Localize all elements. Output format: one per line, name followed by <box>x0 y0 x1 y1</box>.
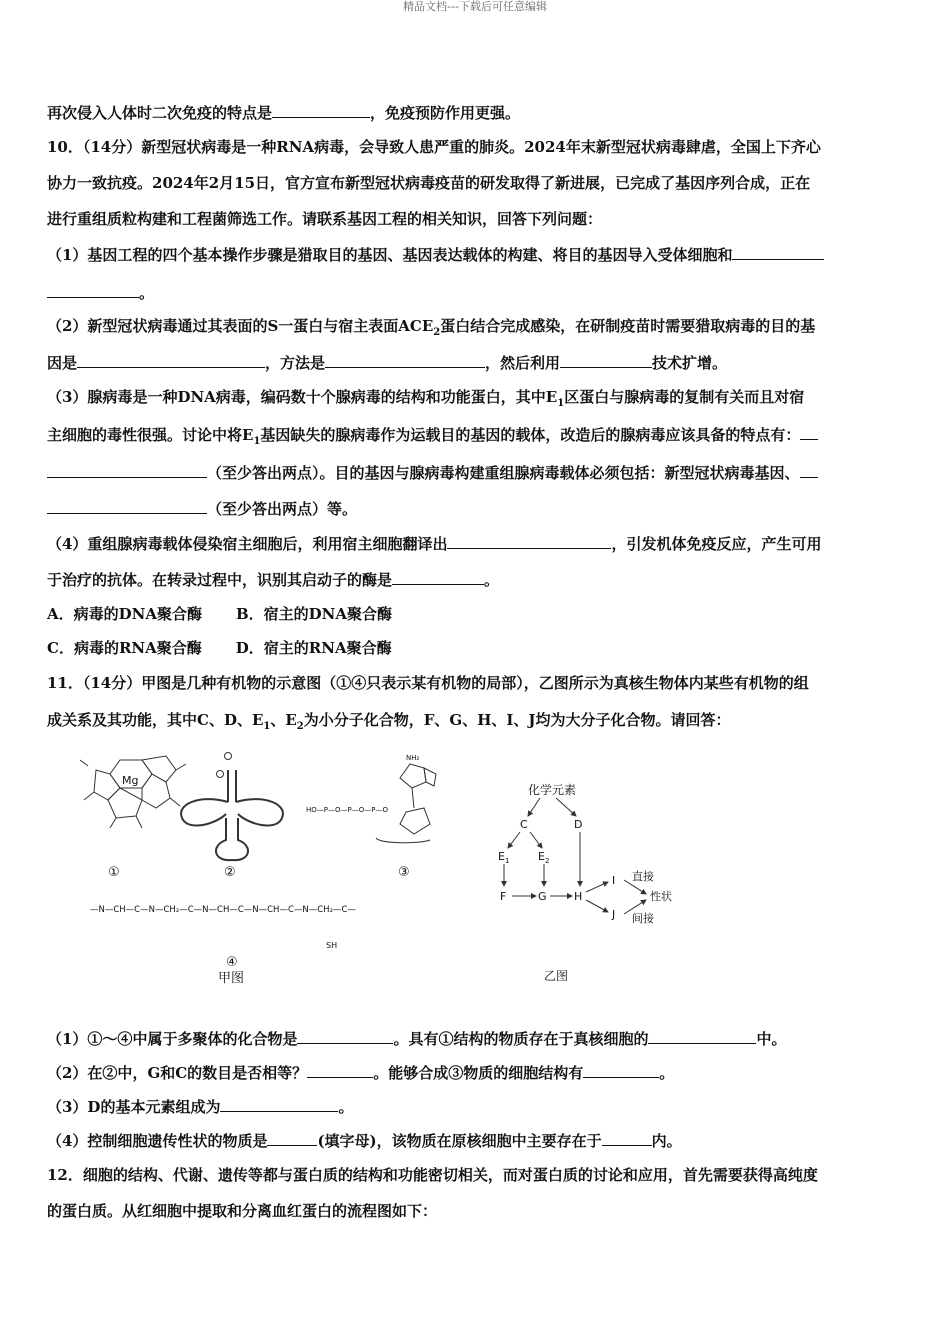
q10-line-1: 10．（14分）新型冠状病毒是一种RNA病毒，会导致人患严重的肺炎。2024年末新型冠状病毒肆虐，全国上下齐心 <box>47 138 821 156</box>
q10-p2-text-e: ，然后利用 <box>485 354 561 372</box>
q11-s1-text-a: （1）①～④中属于多聚体的化合物是 <box>47 1030 298 1048</box>
q10-part4-line2 <box>47 569 499 590</box>
indirect-label: 间接 <box>632 912 654 925</box>
q11-s3-text-b: 。 <box>338 1098 354 1116</box>
peptide-chain: —N—CH—C—N—CH₂—C—N—CH—C—N—CH—C—N—CH₂—C— <box>90 905 356 915</box>
ribose-adenine <box>376 764 436 843</box>
q11-sub2 <box>47 1062 674 1083</box>
q9-text-a: 再次侵入人体时二次免疫的特点是 <box>47 104 273 122</box>
q10-part1-line <box>47 244 824 265</box>
q10-p4-text-d: 。 <box>484 571 500 589</box>
subscript: 1 <box>253 436 261 447</box>
subscript: 2 <box>296 721 304 732</box>
node-e2: $E_2$ <box>538 850 550 865</box>
q11-line-2 <box>47 710 731 737</box>
q10-p3-text-e: （至少答出两点）。目的基因与腺病毒构建重组腺病毒载体必须包括：新型冠状病毒基因、 <box>207 464 800 482</box>
node-g: G <box>538 890 547 903</box>
porphyrin-structure <box>80 756 186 828</box>
q11-s2-text-a: （2）在②中，G和C的数目是否相等？ <box>47 1064 308 1082</box>
q11-sub4 <box>47 1130 682 1151</box>
answer-blank <box>77 352 265 368</box>
trait-label: 性状 <box>650 890 672 903</box>
trna-end-marker <box>217 771 224 778</box>
q10-p2-text-d: ，方法是 <box>265 354 326 372</box>
q10-part1-line2 <box>47 282 154 303</box>
elements-label: 化学元素 <box>528 783 577 797</box>
q11-text-b: 、E <box>270 711 297 729</box>
label-4: ④ <box>226 955 238 970</box>
subscript: 1 <box>263 721 271 732</box>
node-h: H <box>574 890 583 903</box>
node-e1: $E_1$ <box>498 850 510 865</box>
q11-s3-text-a: （3）D的基本元素组成为 <box>47 1098 221 1116</box>
direct-label: 直接 <box>632 870 654 883</box>
figure-yi <box>490 776 690 986</box>
q10-line-3: 进行重组质粒构建和工程菌筛选工作。请联系基因工程的相关知识，回答下列问题： <box>47 210 603 228</box>
q9-tail-line <box>47 102 520 123</box>
node-j: J <box>612 908 616 921</box>
q10-p4-text-c: 于治疗的抗体。在转录过程中，识别其启动子的酶是 <box>47 571 393 589</box>
subscript: 2 <box>433 327 441 338</box>
q10-options-row-2 <box>47 638 392 658</box>
q11-line-1: 11．（14分）甲图是几种有机物的示意图（①④只表示某有机物的局部），乙图所示为真核生物体内某些有机物的组 <box>47 674 809 692</box>
q10-p3-text-b: 区蛋白与腺病毒的复制有关而且对宿 <box>564 388 805 406</box>
answer-blank <box>272 102 370 118</box>
answer-blank <box>392 569 484 585</box>
q10-options-row-1 <box>47 604 392 624</box>
option-a[interactable]: A．病毒的DNA聚合酶 <box>47 605 202 623</box>
node-c: C <box>520 818 528 831</box>
answer-blank <box>800 424 818 440</box>
q11-s2-text-b: 。能够合成③物质的细胞结构有 <box>373 1064 584 1082</box>
q10-p3-text-f: （至少答出两点）等。 <box>207 500 358 518</box>
q11-text-c: 为小分子化合物，F、G、H、I、J均为大分子化合物。请回答： <box>303 711 731 729</box>
q11-s2-text-c: 。 <box>659 1064 675 1082</box>
figure-jia <box>80 752 460 992</box>
q10-part3-line2 <box>47 424 818 452</box>
answer-blank <box>47 498 207 514</box>
q10-p4-text-b: ，引发机体免疫反应，产生可用 <box>611 535 822 553</box>
answer-blank <box>325 352 485 368</box>
answer-blank <box>583 1062 659 1078</box>
answer-blank <box>602 1130 652 1146</box>
q11-sub1 <box>47 1028 786 1049</box>
thiol-group: SH <box>326 941 338 950</box>
q11-s4-text-c: 内。 <box>651 1132 682 1150</box>
q11-s1-text-c: 中。 <box>756 1030 787 1048</box>
q10-p3-text-a: （3）腺病毒是一种DNA病毒，编码数十个腺病毒的结构和功能蛋白，其中E <box>47 388 558 406</box>
q10-p2-text-b: 蛋白结合完成感染，在研制疫苗时需要猎取病毒的目的基 <box>440 317 816 335</box>
trna-end-marker <box>225 753 232 760</box>
q10-part3-line4 <box>47 498 357 519</box>
label-1: ① <box>108 865 120 880</box>
q10-part3-line <box>47 387 804 414</box>
subscript: 1 <box>557 398 565 409</box>
q10-p3-text-d: 基因缺失的腺病毒作为运载目的基因的载体，改造后的腺病毒应该具备的特点有： <box>260 426 801 444</box>
q10-p3-text-c: 主细胞的毒性很强。讨论中将E <box>47 426 254 444</box>
answer-blank <box>560 352 652 368</box>
q10-p2-text-a: （2）新型冠状病毒通过其表面的S一蛋白与宿主表面ACE <box>47 317 434 335</box>
option-c[interactable]: C．病毒的RNA聚合酶 <box>47 639 202 657</box>
node-d: D <box>574 818 583 831</box>
q10-p2-text-f: 技术扩增。 <box>652 354 728 372</box>
q11-s1-text-b: 。具有①结构的物质存在于真核细胞的 <box>393 1030 649 1048</box>
q12-line-2: 的蛋白质。从红细胞中提取和分离血红蛋白的流程图如下： <box>47 1202 438 1220</box>
q10-part3-line3 <box>47 462 818 483</box>
amino-group: NH₂ <box>406 754 420 762</box>
answer-blank <box>732 244 824 260</box>
page-header: 精品文档---下载后可任意编辑 <box>403 0 547 13</box>
figure-yi-caption: 乙图 <box>544 969 569 983</box>
q11-text-a: 成关系及其功能，其中C、D、E <box>47 711 264 729</box>
label-3: ③ <box>398 865 410 880</box>
q10-part2-line <box>47 316 815 343</box>
q10-p1-end: 。 <box>139 284 155 302</box>
q9-text-b: ，免疫预防作用更强。 <box>370 104 521 122</box>
node-i: I <box>612 874 616 887</box>
answer-blank <box>47 282 139 298</box>
phosphate-chain: HO—P—O—P—O—P—O <box>306 806 388 814</box>
q11-sub3 <box>47 1096 353 1117</box>
figure-jia-caption: 甲图 <box>218 971 245 986</box>
q10-p1-text: （1）基因工程的四个基本操作步骤是猎取目的基因、基因表达载体的构建、将目的基因导入受体细胞和 <box>47 246 733 264</box>
q11-s4-text-b: (填字母)，该物质在原核细胞中主要存在于 <box>317 1132 602 1150</box>
q10-p2-text-c: 因是 <box>47 354 78 372</box>
answer-blank <box>267 1130 317 1146</box>
answer-blank <box>447 533 611 549</box>
q10-p4-text-a: （4）重组腺病毒载体侵染宿主细胞后，利用宿主细胞翻译出 <box>47 535 448 553</box>
answer-blank <box>297 1028 393 1044</box>
option-b[interactable]: B．宿主的DNA聚合酶 <box>236 605 393 623</box>
trna-structure <box>181 770 283 860</box>
answer-blank <box>648 1028 756 1044</box>
q10-part4-line <box>47 533 821 554</box>
q10-part2-line2 <box>47 352 727 373</box>
answer-blank <box>800 462 818 478</box>
answer-blank <box>47 462 207 478</box>
node-f: F <box>500 890 507 903</box>
q11-s4-text-a: （4）控制细胞遗传性状的物质是 <box>47 1132 268 1150</box>
q12-line-1: 12．细胞的结构、代谢、遗传等都与蛋白质的结构和功能密切相关，而对蛋白质的讨论和应用，首先需要获得高纯度 <box>47 1166 818 1184</box>
answer-blank <box>220 1096 338 1112</box>
option-d[interactable]: D．宿主的RNA聚合酶 <box>235 639 392 657</box>
q10-line-2: 协力一致抗疫。2024年2月15日，官方宣布新型冠状病毒疫苗的研发取得了新进展，已完成了基因序列合成，正在 <box>47 174 811 192</box>
label-2: ② <box>224 865 236 880</box>
answer-blank <box>307 1062 373 1078</box>
mg-label: Mg <box>122 774 139 787</box>
